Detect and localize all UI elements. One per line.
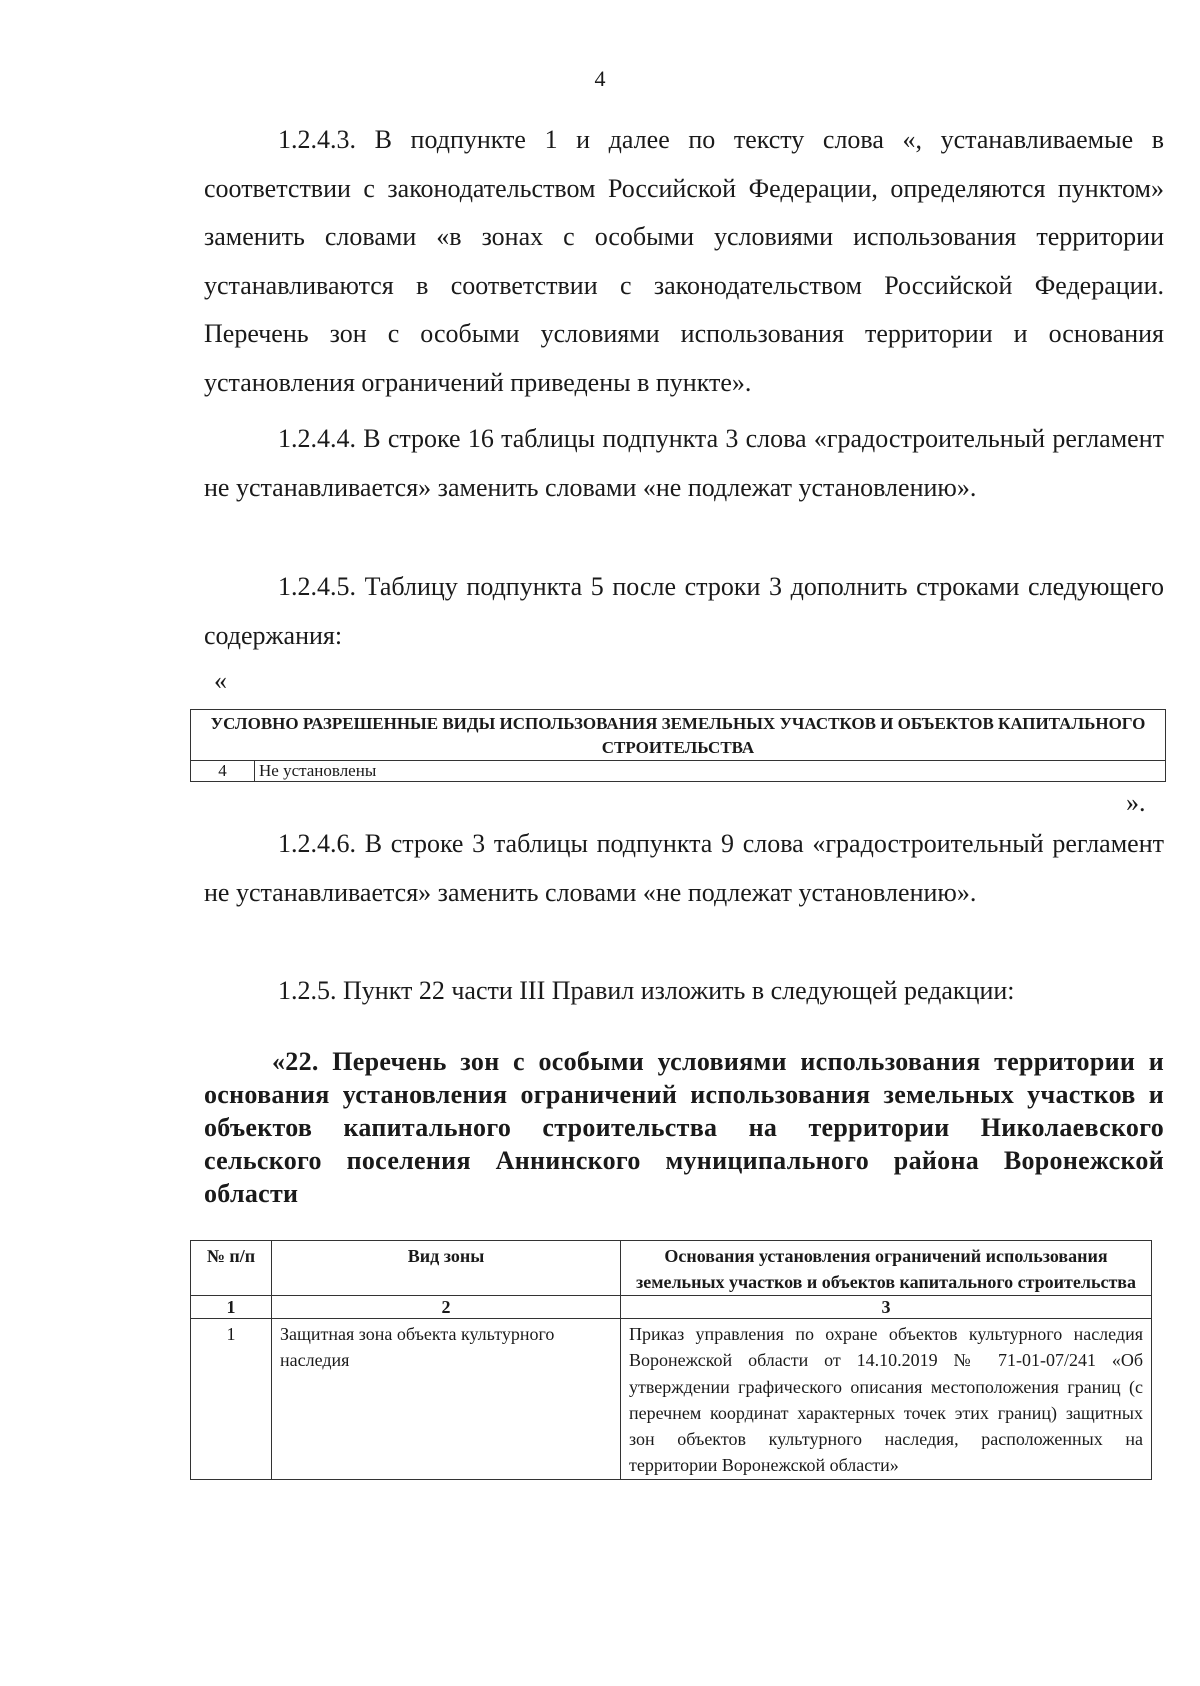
index-cell: 1 bbox=[191, 1296, 272, 1319]
opening-quote: « bbox=[214, 666, 227, 695]
paragraph-1-2-4-5 bbox=[204, 563, 1164, 660]
zones-table-index-row bbox=[191, 1296, 1152, 1319]
zones-table-header-row bbox=[191, 1241, 1152, 1296]
row-zone-type: Защитная зона объекта культурного наследия bbox=[272, 1319, 621, 1480]
paragraph-1-2-4-4 bbox=[204, 415, 1164, 512]
zones-table bbox=[190, 1240, 1152, 1480]
paragraph-1-2-5-text: 1.2.5. Пункт 22 части III Правил изложить в следующей редакции: bbox=[278, 976, 1015, 1005]
header-number: № п/п bbox=[191, 1241, 272, 1296]
section-heading-text: «22. Перечень зон с особыми условиями использования территории и основания установления ограничений использования земельных участков и объектов капитального строительства на территории Николаевского сельского поселения Аннинского муниципального района Воронежской области bbox=[204, 1047, 1164, 1208]
closing-quote: ». bbox=[1126, 788, 1146, 817]
inserted-table-row-value: Не установлены bbox=[255, 761, 1166, 782]
paragraph-1-2-5 bbox=[204, 967, 1164, 1016]
table-row bbox=[191, 1319, 1152, 1480]
paragraph-1-2-4-3 bbox=[204, 116, 1164, 407]
inserted-table bbox=[190, 709, 1166, 782]
row-number: 1 bbox=[191, 1319, 272, 1480]
header-basis: Основания установления ограничений использования земельных участков и объектов капитального строительства bbox=[621, 1241, 1152, 1296]
row-basis: Приказ управления по охране объектов культурного наследия Воронежской области от 14.10.2019 № 71-01-07/241 «Об утверждении графического описания местоположения границ (с перечнем координат характерных точек этих границ) защитных зон объектов культурного наследия, расположенных на территории Воронежской области» bbox=[621, 1319, 1152, 1480]
section-heading bbox=[204, 1045, 1164, 1210]
paragraph-1-2-4-4-text: 1.2.4.4. В строке 16 таблицы подпункта 3 слова «градостроительный регламент не устанавливается» заменить словами «не подлежат установлению». bbox=[204, 424, 1164, 502]
paragraph-1-2-4-5-text: 1.2.4.5. Таблицу подпункта 5 после строки 3 дополнить строками следующего содержания: bbox=[204, 572, 1164, 650]
paragraph-1-2-4-6 bbox=[204, 820, 1164, 917]
inserted-table-row-number: 4 bbox=[191, 761, 255, 782]
index-cell: 3 bbox=[621, 1296, 1152, 1319]
inserted-table-header: УСЛОВНО РАЗРЕШЕННЫЕ ВИДЫ ИСПОЛЬЗОВАНИЯ ЗЕМЕЛЬНЫХ УЧАСТКОВ И ОБЪЕКТОВ КАПИТАЛЬНОГО СТРОИТЕЛЬСТВА bbox=[191, 710, 1166, 761]
paragraph-1-2-4-3-text: 1.2.4.3. В подпункте 1 и далее по тексту слова «, устанавливаемые в соответствии с законодательством Российской Федерации, определяются пунктом» заменить словами «в зонах с особыми условиями использования территории устанавливаются в соответствии с законодательством Российской Федерации. Перечень зон с особыми условиями использования территории и основания установления ограничений приведены в пункте». bbox=[204, 125, 1164, 397]
paragraph-1-2-4-6-text: 1.2.4.6. В строке 3 таблицы подпункта 9 слова «градостроительный регламент не устанавливается» заменить словами «не подлежат установлению». bbox=[204, 829, 1164, 907]
header-zone-type: Вид зоны bbox=[272, 1241, 621, 1296]
index-cell: 2 bbox=[272, 1296, 621, 1319]
page-number: 4 bbox=[594, 66, 606, 91]
